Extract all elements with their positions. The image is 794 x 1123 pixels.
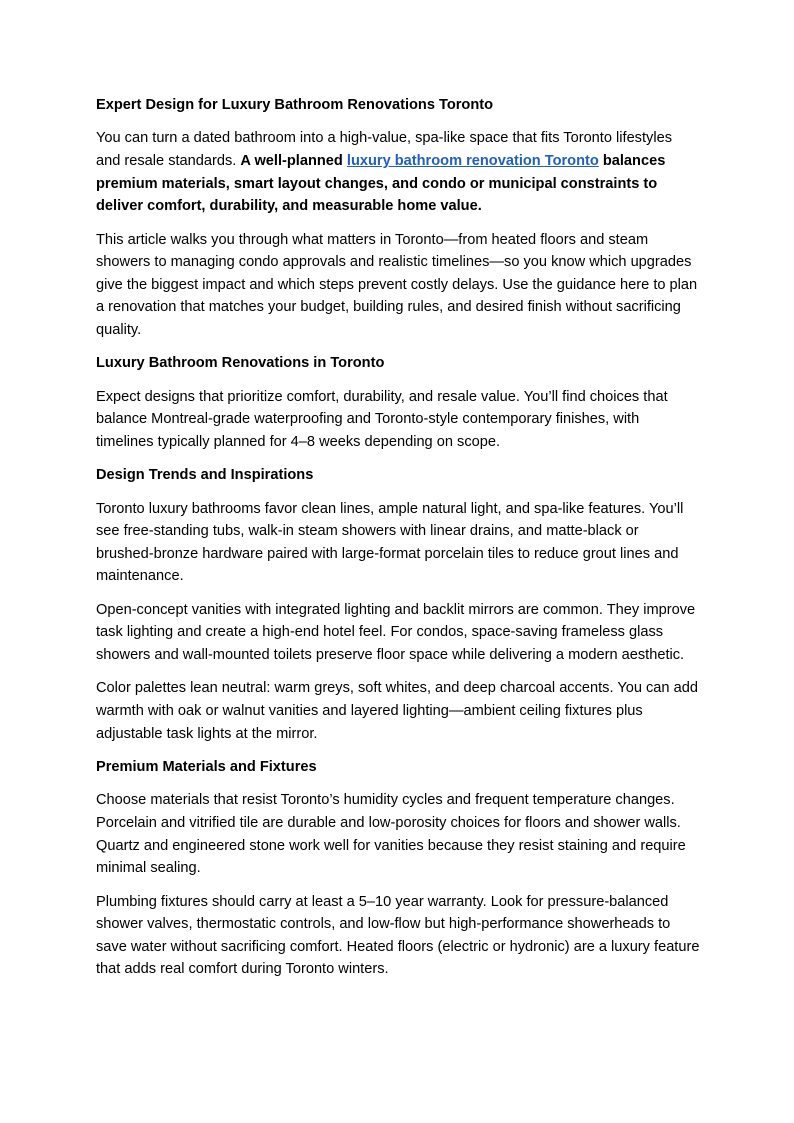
section-heading-trends: Design Trends and Inspirations <box>96 467 314 484</box>
trends-paragraph: Color palettes lean neutral: warm greys, soft whites, and deep charcoal accents. You can add warmth with oak or walnut vanities and layered lighting—ambient ceiling fixtures plus adjustable task lights at the mirror. <box>96 680 698 742</box>
trends-paragraph: Open-concept vanities with integrated lighting and backlit mirrors are common. They improve task lighting and create a high-end hotel feel. For condos, space-saving frameless glass showers and wall-mounted toilets preserve floor space while delivering a modern aesthetic. <box>96 601 696 664</box>
renovations-paragraph: Expect designs that prioritize comfort, durability, and resale value. You’ll find choices that balance Montreal-grade waterproofing and Toronto-style contemporary finishes, with timelines typically planned for 4–8 weeks depending on scope. <box>96 388 668 450</box>
intro-bold-tail: balances premium materials, smart layout changes, and condo or municipal constraints to deliver comfort, durability, and measurable home value. <box>96 152 666 215</box>
materials-paragraph: Plumbing fixtures should carry at least a 5–10 year warranty. Look for pressure-balanced shower valves, thermostatic controls, and low-flow but high-performance showerheads to save water without sacrificing comfort. Heated floors (electric or hydronic) are a luxury feature that adds real comfort during Toronto winters. <box>96 893 700 978</box>
intro-bold-lead: A well-planned <box>240 152 347 169</box>
intro-text: You can turn a dated bathroom into a high-value, spa-like space that fits Toronto lifestyles and resale standards. <box>96 130 672 169</box>
document-page <box>96 94 700 992</box>
luxury-bathroom-renovation-link[interactable]: luxury bathroom renovation Toronto <box>346 152 599 169</box>
section-heading-materials: Premium Materials and Fixtures <box>96 759 317 776</box>
overview-paragraph: This article walks you through what matters in Toronto—from heated floors and steam showers to managing condo approvals and realistic timelines—so you know which upgrades give the biggest impact and which steps prevent costly delays. Use the guidance here to plan a renovation that matches your budget, building rules, and desired finish without sacrificing quality. <box>96 231 698 338</box>
article-title: Expert Design for Luxury Bathroom Renovations Toronto <box>96 97 494 113</box>
materials-paragraph: Choose materials that resist Toronto’s humidity cycles and frequent temperature changes. Porcelain and vitrified tile are durable and low-porosity choices for floors and shower walls. Quartz and engineered stone work well for vanities because they resist staining and require minimal sealing. <box>96 792 686 877</box>
intro-paragraph <box>96 127 700 217</box>
section-heading-renovations: Luxury Bathroom Renovations in Toronto <box>96 355 385 372</box>
trends-paragraph: Toronto luxury bathrooms favor clean lines, ample natural light, and spa-like features. You’ll see free-standing tubs, walk-in steam showers with linear drains, and matte-black or brushed-bronze hardware paired with large-format porcelain tiles to reduce grout lines and maintenance. <box>96 500 684 585</box>
